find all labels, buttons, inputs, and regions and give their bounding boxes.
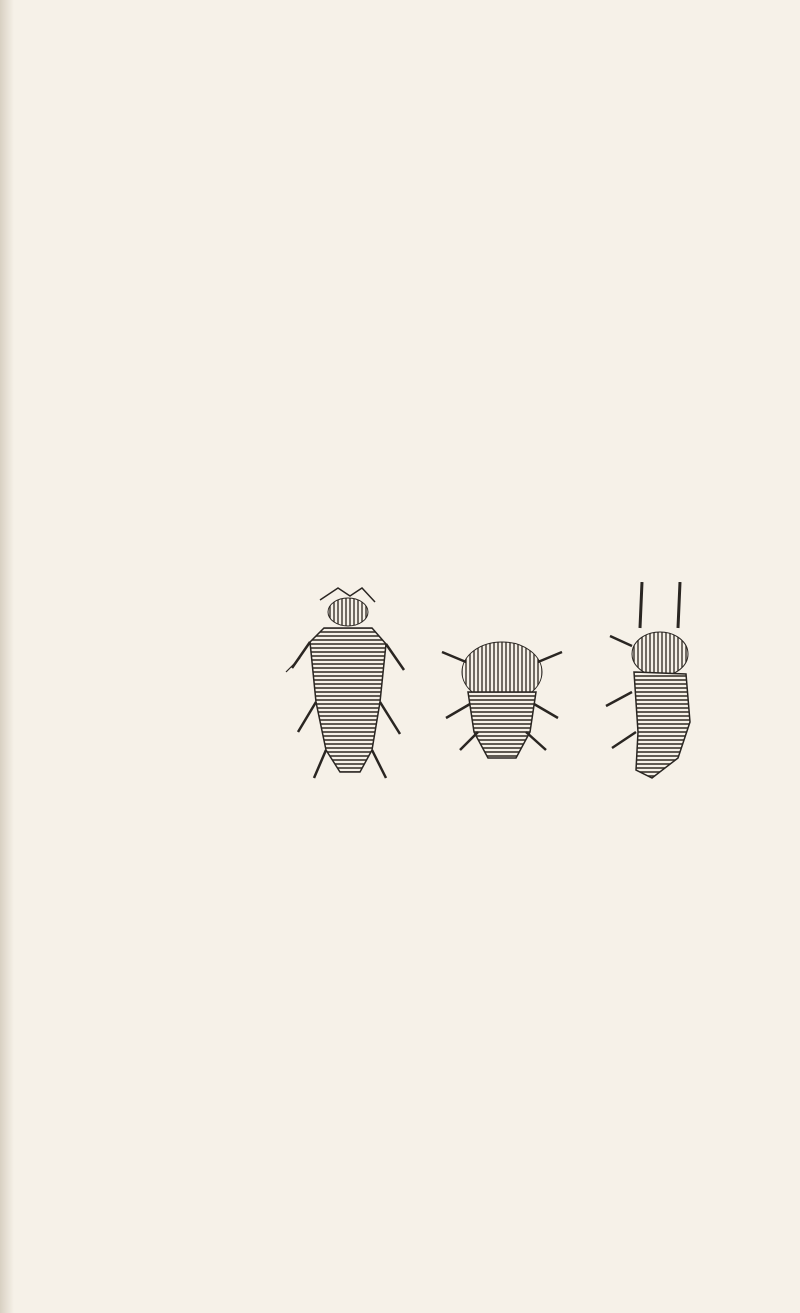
running-head bbox=[0, 82, 800, 102]
figure-474 bbox=[280, 582, 700, 812]
larva-drawing bbox=[606, 582, 690, 778]
pupa-drawing bbox=[442, 642, 562, 758]
male-cicada-drawing bbox=[286, 588, 404, 778]
page-edge-shadow bbox=[0, 0, 14, 1313]
cicada-illustration bbox=[280, 582, 700, 812]
